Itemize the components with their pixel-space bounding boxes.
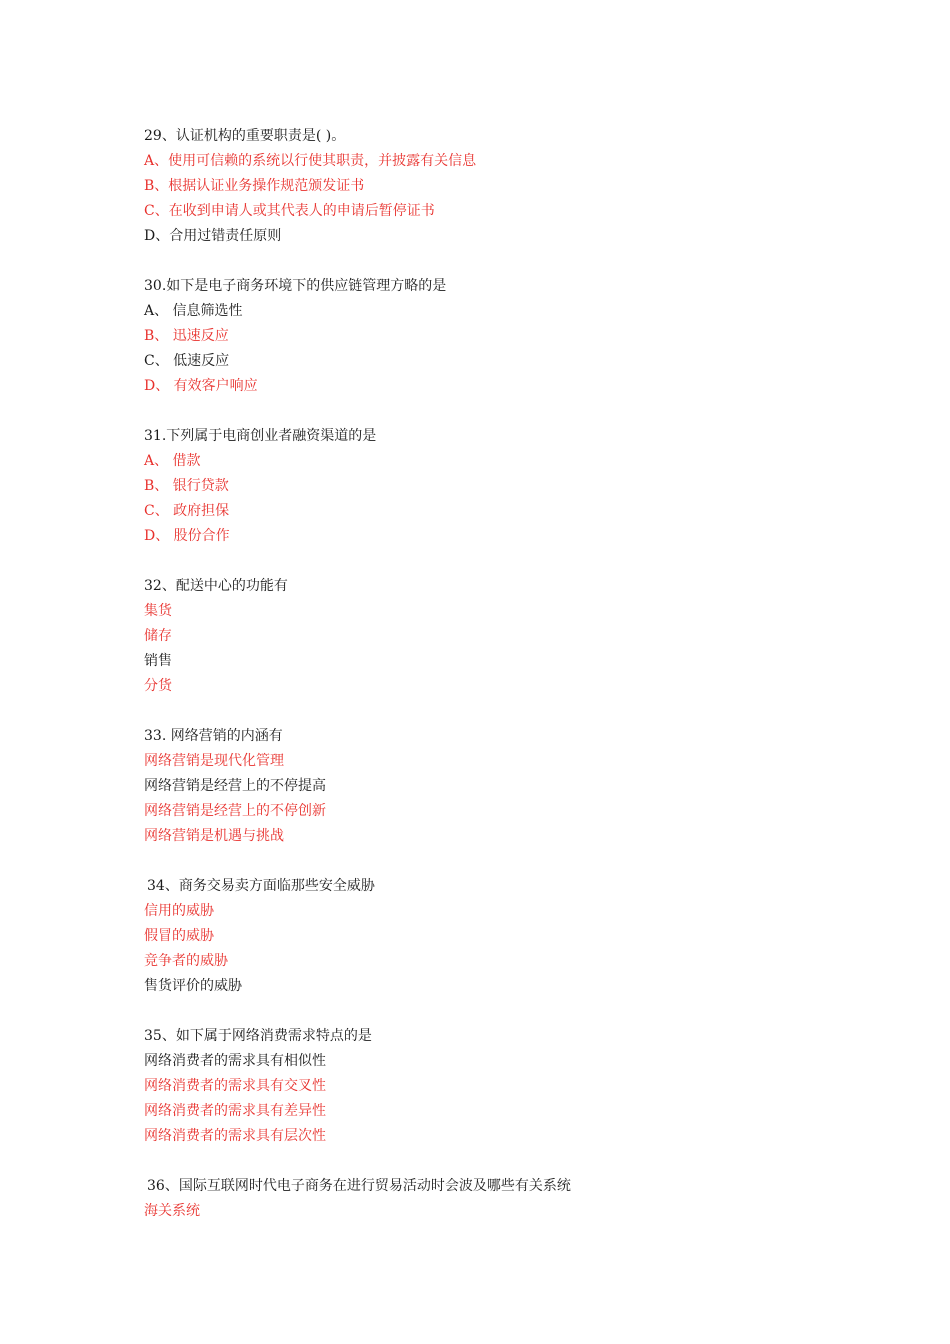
option-3: 销售 bbox=[144, 653, 172, 669]
option-3: 网络营销是经营上的不停创新 bbox=[144, 803, 326, 819]
option-d: D、 有效客户响应 bbox=[144, 378, 258, 394]
option-4: 分货 bbox=[144, 678, 172, 694]
option-4: 网络消费者的需求具有层次性 bbox=[144, 1128, 326, 1144]
option-1: 海关系统 bbox=[144, 1203, 200, 1219]
question-stem: 34、商务交易卖方面临那些安全威胁 bbox=[147, 878, 375, 894]
question-stem: 30.如下是电子商务环境下的供应链管理方略的是 bbox=[144, 278, 447, 294]
question-29 bbox=[144, 124, 844, 249]
option-1: 网络消费者的需求具有相似性 bbox=[144, 1053, 326, 1069]
option-2: 储存 bbox=[144, 628, 172, 644]
option-d: D、 股份合作 bbox=[144, 528, 230, 544]
option-2: 网络营销是经营上的不停提高 bbox=[144, 778, 326, 794]
option-a: A、 借款 bbox=[144, 453, 201, 469]
option-c: C、 低速反应 bbox=[144, 353, 230, 369]
option-2: 假冒的威胁 bbox=[144, 928, 214, 944]
question-stem: 29、认证机构的重要职责是( )。 bbox=[144, 128, 346, 144]
option-4: 售货评价的威胁 bbox=[144, 978, 242, 994]
option-a: A、使用可信赖的系统以行使其职责，并披露有关信息 bbox=[144, 153, 477, 169]
option-4: 网络营销是机遇与挑战 bbox=[144, 828, 284, 844]
question-36 bbox=[144, 1174, 844, 1224]
option-a: A、 信息筛选性 bbox=[144, 303, 243, 319]
option-1: 信用的威胁 bbox=[144, 903, 214, 919]
question-31 bbox=[144, 424, 844, 549]
question-30 bbox=[144, 274, 844, 399]
option-b: B、根据认证业务操作规范颁发证书 bbox=[144, 178, 365, 194]
question-stem: 36、国际互联网时代电子商务在进行贸易活动时会波及哪些有关系统 bbox=[147, 1178, 571, 1194]
option-2: 网络消费者的需求具有交叉性 bbox=[144, 1078, 326, 1094]
option-c: C、在收到申请人或其代表人的申请后暂停证书 bbox=[144, 203, 435, 219]
option-b: B、 银行贷款 bbox=[144, 478, 229, 494]
option-1: 集货 bbox=[144, 603, 172, 619]
question-33 bbox=[144, 724, 844, 849]
question-stem: 35、如下属于网络消费需求特点的是 bbox=[144, 1028, 372, 1044]
question-stem: 32、配送中心的功能有 bbox=[144, 578, 288, 594]
question-stem: 33. 网络营销的内涵有 bbox=[144, 728, 283, 744]
document-page bbox=[144, 124, 844, 1249]
option-3: 网络消费者的需求具有差异性 bbox=[144, 1103, 326, 1119]
option-3: 竞争者的威胁 bbox=[144, 953, 228, 969]
question-32 bbox=[144, 574, 844, 699]
question-34 bbox=[144, 874, 844, 999]
option-b: B、 迅速反应 bbox=[144, 328, 229, 344]
question-35 bbox=[144, 1024, 844, 1149]
option-c: C、 政府担保 bbox=[144, 503, 230, 519]
option-1: 网络营销是现代化管理 bbox=[144, 753, 284, 769]
option-d: D、合用过错责任原则 bbox=[144, 228, 282, 244]
question-stem: 31.下列属于电商创业者融资渠道的是 bbox=[144, 428, 377, 444]
